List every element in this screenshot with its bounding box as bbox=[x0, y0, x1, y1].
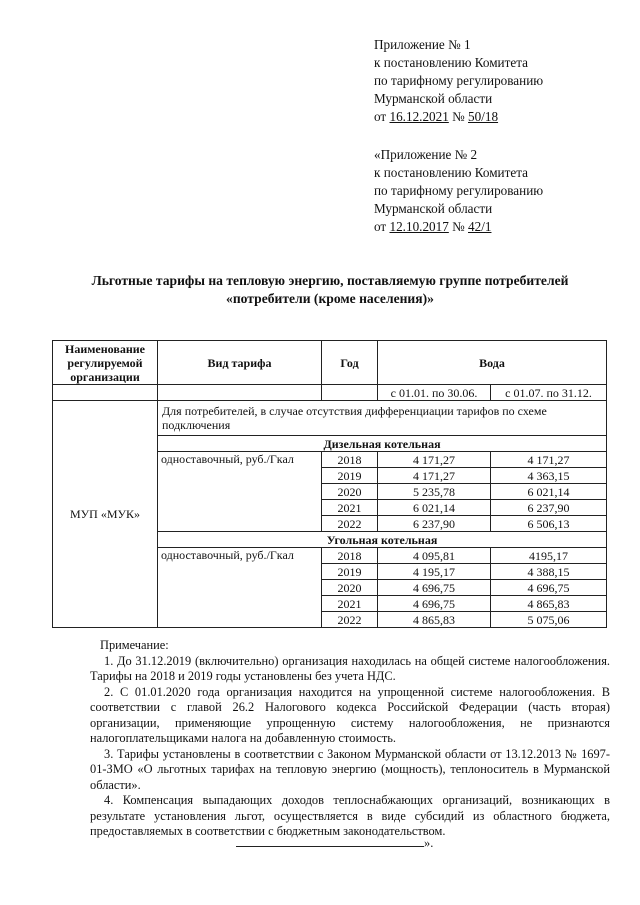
year-cell: 2022 bbox=[322, 612, 378, 628]
year-cell: 2019 bbox=[322, 564, 378, 580]
value-cell: 4 171,27 bbox=[491, 452, 607, 468]
value-cell: 4 171,27 bbox=[378, 468, 491, 484]
resolution-number: 42/1 bbox=[468, 219, 492, 234]
appendix-2-title: «Приложение № 2 bbox=[374, 147, 478, 162]
document-title bbox=[40, 272, 620, 308]
appendix-1-date-line bbox=[374, 108, 543, 126]
empty-cell bbox=[322, 385, 378, 401]
appendix-1-header bbox=[374, 36, 543, 126]
table-header-row bbox=[53, 341, 607, 385]
value-cell: 6 021,14 bbox=[378, 500, 491, 516]
note-item: 4. Компенсация выпадающих доходов теплоснабжающих организаций, возникающих в результате установления льгот, осуществляется в виде субсидий из областного бюджета, предоставляемых в соответствии с бюджетным законодательством. bbox=[90, 793, 610, 838]
period-row bbox=[53, 385, 607, 401]
appendix-1-title: Приложение № 1 bbox=[374, 37, 471, 52]
resolution-date: 12.10.2017 bbox=[389, 219, 449, 234]
resolution-date: 16.12.2021 bbox=[389, 109, 449, 124]
appendix-1-line: к постановлению Комитета bbox=[374, 55, 528, 70]
year-cell: 2020 bbox=[322, 580, 378, 596]
tariff-type-cell: одноставочный, руб./Гкал bbox=[158, 452, 322, 532]
tariff-table bbox=[52, 340, 607, 628]
value-cell: 4 195,17 bbox=[378, 564, 491, 580]
signature-underline bbox=[236, 834, 424, 847]
header-year: Год bbox=[322, 341, 378, 385]
note-item: 2. С 01.01.2020 года организация находится на упрощенной системе налогообложения. В соответствии с главой 26.2 Налогового кодекса Российской Федерации (часть вторая) организации, применяющие упрощенную систему налогообложения, не признаются налогоплательщиками налога на добавленную стоимость. bbox=[90, 684, 610, 745]
value-cell: 4 388,15 bbox=[491, 564, 607, 580]
header-org: Наименование регулируемой организации bbox=[53, 341, 158, 385]
appendix-2-line: Мурманской области bbox=[374, 201, 493, 216]
header-water: Вода bbox=[378, 341, 607, 385]
from-label: от bbox=[374, 109, 390, 124]
value-cell: 4 696,75 bbox=[378, 596, 491, 612]
year-cell: 2020 bbox=[322, 484, 378, 500]
year-cell: 2018 bbox=[322, 548, 378, 564]
value-cell: 4195,17 bbox=[491, 548, 607, 564]
value-cell: 6 021,14 bbox=[491, 484, 607, 500]
condition-text: Для потребителей, в случае отсутствия дифференциации тарифов по схеме подключения bbox=[158, 401, 607, 436]
value-cell: 4 696,75 bbox=[378, 580, 491, 596]
value-cell: 4 865,83 bbox=[378, 612, 491, 628]
appendix-2-line: к постановлению Комитета bbox=[374, 165, 528, 180]
from-label: от bbox=[374, 219, 390, 234]
appendix-2-date-line bbox=[374, 218, 543, 236]
note-item: 3. Тарифы установлены в соответствии с Законом Мурманской области от 13.12.2013 № 1697-01-ЗМО «О льготных тарифах на тепловую энергию (мощность), теплоноситель в Мурманской области». bbox=[90, 746, 610, 792]
notes-section bbox=[90, 638, 610, 840]
appendix-1-line: по тарифному регулированию bbox=[374, 73, 544, 88]
appendix-1-line: Мурманской области bbox=[374, 91, 493, 106]
appendix-2-header bbox=[374, 146, 543, 236]
value-cell: 6 237,90 bbox=[378, 516, 491, 532]
value-cell: 5 075,06 bbox=[491, 612, 607, 628]
org-name: МУП «МУК» bbox=[53, 401, 158, 628]
value-cell: 6 237,90 bbox=[491, 500, 607, 516]
tariff-type-cell: одноставочный, руб./Гкал bbox=[158, 548, 322, 628]
value-cell: 4 095,81 bbox=[378, 548, 491, 564]
value-cell: 4 363,15 bbox=[491, 468, 607, 484]
closing-quote: ». bbox=[424, 836, 434, 850]
year-cell: 2021 bbox=[322, 500, 378, 516]
title-line: Льготные тарифы на тепловую энергию, поставляемую группе потребителей bbox=[91, 273, 569, 288]
value-cell: 6 506,13 bbox=[491, 516, 607, 532]
number-sign: № bbox=[448, 219, 469, 234]
year-cell: 2022 bbox=[322, 516, 378, 532]
resolution-number: 50/18 bbox=[468, 109, 499, 124]
boiler-name: Угольная котельная bbox=[158, 532, 607, 548]
period-1: с 01.01. по 30.06. bbox=[378, 385, 491, 401]
year-cell: 2021 bbox=[322, 596, 378, 612]
period-2: с 01.07. по 31.12. bbox=[491, 385, 607, 401]
appendix-2-line: по тарифному регулированию bbox=[374, 183, 544, 198]
note-item: 1. До 31.12.2019 (включительно) организация находилась на общей системе налогообложения. Тарифы на 2018 и 2019 годы установлены без учета НДС. bbox=[90, 653, 610, 683]
empty-cell bbox=[158, 385, 322, 401]
condition-row bbox=[53, 401, 607, 436]
year-cell: 2019 bbox=[322, 468, 378, 484]
empty-cell bbox=[53, 385, 158, 401]
boiler-name: Дизельная котельная bbox=[158, 436, 607, 452]
value-cell: 5 235,78 bbox=[378, 484, 491, 500]
notes-label: Примечание: bbox=[100, 638, 169, 652]
value-cell: 4 171,27 bbox=[378, 452, 491, 468]
number-sign: № bbox=[448, 109, 469, 124]
title-line: «потребители (кроме населения)» bbox=[226, 291, 434, 306]
value-cell: 4 865,83 bbox=[491, 596, 607, 612]
closing-line bbox=[236, 834, 433, 851]
header-tariff-type: Вид тарифа bbox=[158, 341, 322, 385]
year-cell: 2018 bbox=[322, 452, 378, 468]
value-cell: 4 696,75 bbox=[491, 580, 607, 596]
